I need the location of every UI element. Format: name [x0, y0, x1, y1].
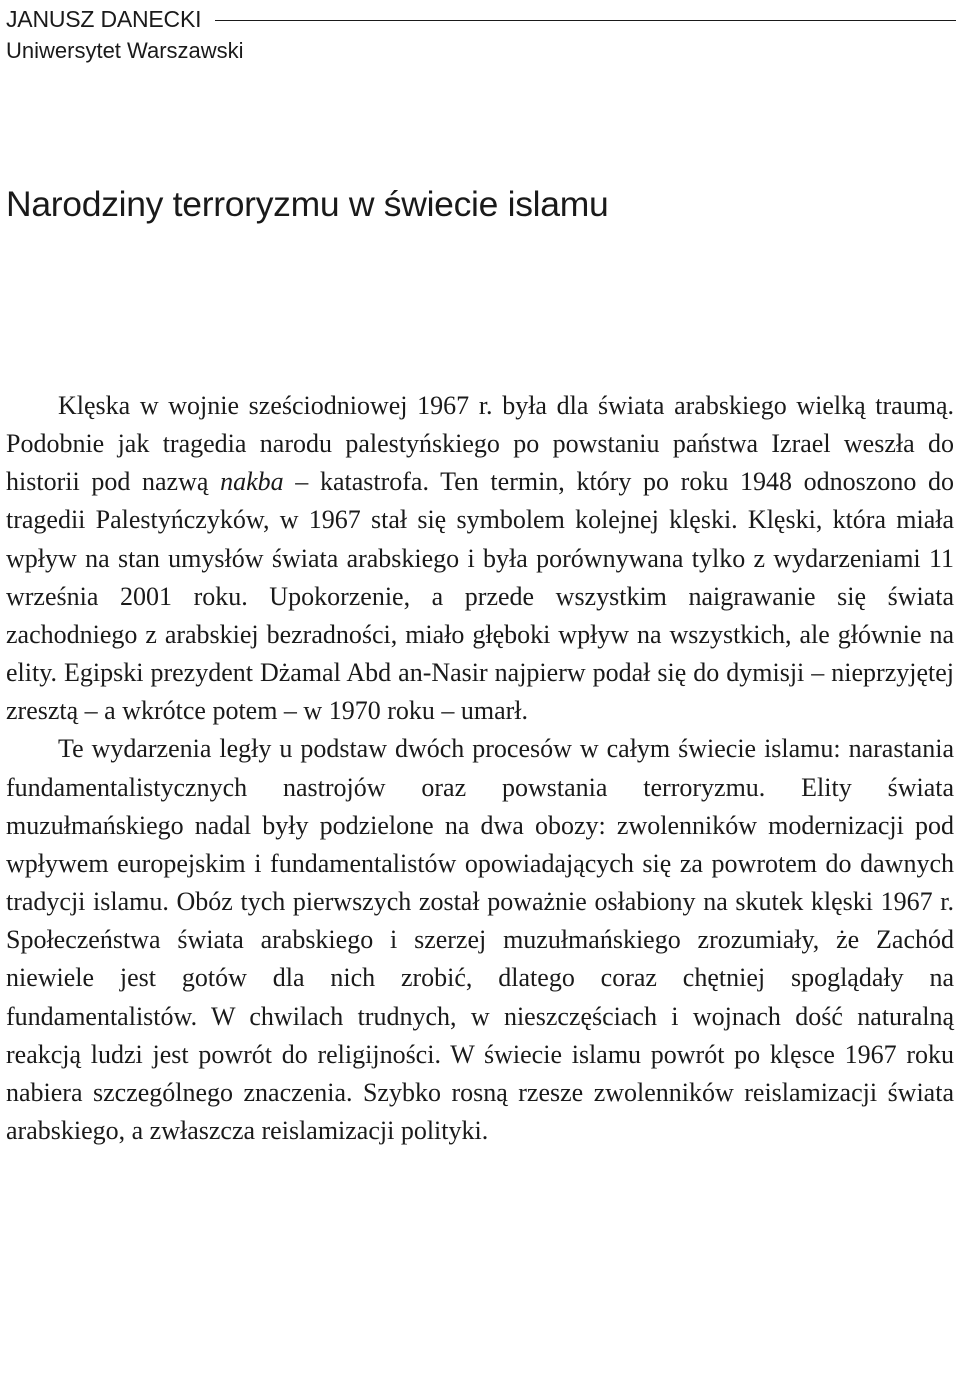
- paragraph-1-text-start: Klęska w wojnie sześciodniowej 1967 r. była dla świata arabskiego wielką traumą. Podobnie jak tragedia narodu palestyńskiego po powstaniu państwa Izrael weszła do historii pod nazwą: [6, 391, 954, 497]
- paragraph-1-text-end: – katastrofa. Ten termin, który po roku 1948 odnoszono do tragedii Palestyńczyków, w 1967 stał się symbolem kolejnej klęski. Klęski, która miała wpływ na stan umysłów świata arabskiego i była porównywana tylko z wydarzeniami 11 września 2001 roku. Upokorzenie, a przede wszystkim naigrawanie się świata zachodniego z arabskiej bezradności, miało głęboki wpływ na wszystkich, ale głównie na elity. Egipski prezydent Dżamal Abd an-Nasir najpierw podał się do dymisji – nieprzyjętej zresztą – a wkrótce potem – w 1970 roku – umarł.: [6, 467, 954, 726]
- author-affiliation: Uniwersytet Warszawski: [6, 38, 244, 63]
- article-body: [6, 387, 954, 1150]
- body-paragraph-1: [6, 387, 954, 730]
- author-name: JANUSZ DANECKI: [6, 5, 202, 32]
- italic-term-nakba: nakba: [220, 467, 284, 497]
- article-title: Narodziny terroryzmu w świecie islamu: [6, 184, 609, 224]
- header-rule: [215, 20, 956, 21]
- author-header: [6, 2, 956, 36]
- body-paragraph-2: Te wydarzenia legły u podstaw dwóch procesów w całym świecie islamu: narastania fundamentalistycznych nastrojów oraz powstania terroryzmu. Elity świata muzułmańskiego nadal były podzielone na dwa obozy: zwolenników modernizacji pod wpływem europejskim i fundamentalistów opowiadających się za powrotem do dawnych tradycji islamu. Obóz tych pierwszych został poważnie osłabiony na skutek klęski 1967 r. Społeczeństwa świata arabskiego i szerzej muzułmańskiego zrozumiały, że Zachód niewiele jest gotów dla nich zrobić, dlatego coraz chętniej spoglądały na fundamentalistów. W chwilach trudnych, w nieszczęściach i wojnach dość naturalną reakcją ludzi jest powrót do religijności. W świecie islamu powrót po klęsce 1967 roku nabiera szczególnego znaczenia. Szybko rosną rzesze zwolenników reislamizacji świata arabskiego, a zwłaszcza reislamizacji polityki.: [6, 734, 954, 1145]
